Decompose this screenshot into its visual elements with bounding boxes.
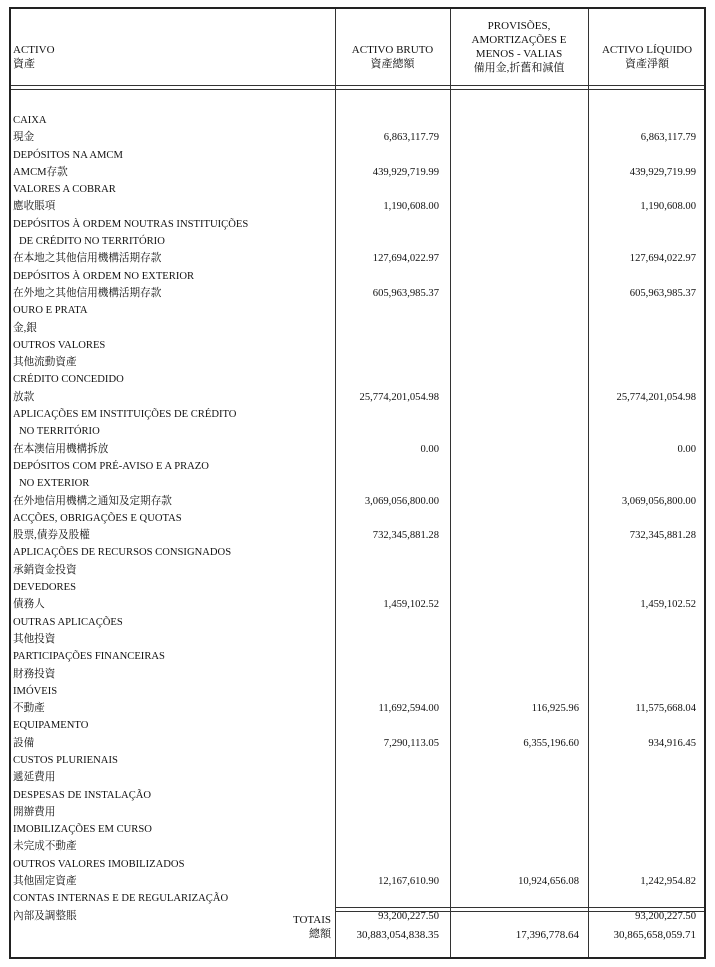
table-row	[11, 371, 704, 388]
row-activo-bruto: 0.00	[420, 443, 439, 455]
totals-label-zh: 總額	[309, 928, 331, 940]
table-row	[11, 908, 704, 925]
table-row	[11, 527, 704, 544]
row-label: EQUIPAMENTO	[13, 720, 89, 732]
table-row	[11, 579, 704, 596]
row-label: VALORES A COBRAR	[13, 184, 116, 196]
table-row	[11, 441, 704, 458]
table-row	[11, 198, 704, 215]
row-label: 遞延費用	[13, 772, 56, 784]
table-row	[11, 562, 704, 579]
totals-bruto: 30,883,054,838.35	[356, 929, 439, 941]
row-label: DEPÓSITOS COM PRÉ-AVISO E A PRAZO	[13, 460, 209, 472]
header-bruto	[335, 9, 450, 85]
row-label: DEPÓSITOS À ORDEM NOUTRAS INSTITUIÇÕES	[13, 218, 249, 230]
row-label: 債務人	[13, 599, 45, 611]
table-row	[11, 735, 704, 752]
table-row	[11, 320, 704, 337]
row-activo-bruto: 1,459,102.52	[383, 599, 439, 611]
row-label: 其他流動資產	[13, 357, 77, 369]
row-activo-liquido: 3,069,056,800.00	[621, 495, 696, 507]
table-row	[11, 700, 704, 717]
row-label: NO EXTERIOR	[19, 478, 90, 490]
table-row	[11, 389, 704, 406]
table-row	[11, 423, 704, 440]
row-activo-bruto: 25,774,201,054.98	[359, 391, 439, 403]
row-label: DE CRÉDITO NO TERRITÓRIO	[19, 236, 165, 248]
row-activo-liquido: 1,242,954.82	[640, 876, 696, 888]
row-label: 放款	[13, 391, 35, 403]
table-row	[11, 112, 704, 129]
row-activo-liquido: 11,575,668.04	[635, 703, 696, 715]
row-activo-bruto: 93,200,227.50	[378, 910, 439, 922]
table-row	[11, 510, 704, 527]
header-liquido	[588, 9, 706, 85]
row-label: ACÇÕES, OBRIGAÇÕES E QUOTAS	[13, 512, 182, 524]
table-row	[11, 838, 704, 855]
row-label: 應收賬項	[13, 201, 56, 213]
table-row	[11, 147, 704, 164]
table-row	[11, 354, 704, 371]
table-row	[11, 216, 704, 233]
row-activo-bruto: 439,929,719.99	[372, 166, 439, 178]
row-label: OUTRAS APLICAÇÕES	[13, 616, 123, 628]
row-activo-bruto: 11,692,594.00	[378, 703, 439, 715]
table-row	[11, 596, 704, 613]
row-provisoes: 116,925.96	[531, 703, 579, 715]
row-label: CRÉDITO CONCEDIDO	[13, 374, 124, 386]
row-label: 在外地之其他信用機構活期存款	[13, 287, 162, 299]
row-activo-bruto: 732,345,881.28	[372, 530, 439, 542]
row-label: AMCM存款	[13, 166, 68, 178]
row-label: 在本地之其他信用機構活期存款	[13, 253, 162, 265]
table-row	[11, 648, 704, 665]
header-liquido-zh: 資產淨額	[625, 58, 669, 70]
row-activo-liquido: 25,774,201,054.98	[616, 391, 696, 403]
table-row	[11, 181, 704, 198]
table-row	[11, 250, 704, 267]
row-label: DEVEDORES	[13, 582, 76, 594]
row-label: 不動產	[13, 703, 45, 715]
row-activo-liquido: 93,200,227.50	[635, 910, 696, 922]
table-row	[11, 302, 704, 319]
row-activo-liquido: 0.00	[677, 443, 696, 455]
table-body	[11, 112, 704, 925]
header-bruto-pt: ACTIVO BRUTO	[351, 44, 434, 56]
row-provisoes: 6,355,196.60	[523, 737, 579, 749]
table-row	[11, 614, 704, 631]
table-row	[11, 683, 704, 700]
header-activo-zh: 資產	[13, 58, 35, 70]
header-activo	[13, 43, 55, 71]
row-label: 開辦費用	[13, 806, 56, 818]
row-label: NO TERRITÓRIO	[19, 426, 100, 438]
row-label: 設備	[13, 737, 35, 749]
row-activo-liquido: 1,459,102.52	[640, 599, 696, 611]
row-label: 現金	[13, 132, 35, 144]
header-divider	[11, 85, 704, 90]
row-activo-liquido: 1,190,608.00	[640, 201, 696, 213]
row-label: 其他投資	[13, 633, 56, 645]
row-activo-bruto: 6,863,117.79	[383, 132, 439, 144]
table-row	[11, 752, 704, 769]
row-label: OUTROS VALORES IMOBILIZADOS	[13, 858, 185, 870]
table-row	[11, 475, 704, 492]
row-activo-liquido: 934,916.45	[648, 737, 696, 749]
table-row	[11, 890, 704, 907]
table-row	[11, 873, 704, 890]
header-provisoes	[450, 9, 588, 85]
row-label: PARTICIPAÇÕES FINANCEIRAS	[13, 651, 165, 663]
header-activo-pt: ACTIVO	[13, 44, 55, 56]
row-label: 財務投資	[13, 668, 56, 680]
row-label: APLICAÇÕES DE RECURSOS CONSIGNADOS	[13, 547, 232, 559]
row-label: DEPÓSITOS NA AMCM	[13, 149, 123, 161]
row-label: 股票,債券及股權	[13, 530, 90, 542]
header-liquido-pt: ACTIVO LÍQUIDO	[601, 44, 693, 56]
totals-liquido: 30,865,658,059.71	[613, 929, 696, 941]
row-activo-bruto: 127,694,022.97	[372, 253, 439, 265]
row-label: 其他固定資產	[13, 876, 77, 888]
table-row	[11, 666, 704, 683]
header-provisoes-line2: AMORTIZAÇÕES E	[471, 34, 567, 46]
row-label: CONTAS INTERNAS E DE REGULARIZAÇÃO	[13, 893, 229, 905]
row-label: 未完成不動產	[13, 841, 77, 853]
table-row	[11, 337, 704, 354]
table-row	[11, 821, 704, 838]
table-row	[11, 804, 704, 821]
row-label: OUTROS VALORES	[13, 339, 106, 351]
row-activo-bruto: 1,190,608.00	[383, 201, 439, 213]
table-row	[11, 769, 704, 786]
row-label: 承銷資金投資	[13, 564, 77, 576]
row-label: OURO E PRATA	[13, 305, 88, 317]
row-activo-bruto: 605,963,985.37	[372, 287, 439, 299]
row-activo-liquido: 6,863,117.79	[640, 132, 696, 144]
table-row	[11, 164, 704, 181]
row-activo-liquido: 732,345,881.28	[629, 530, 696, 542]
row-activo-bruto: 12,167,610.90	[378, 876, 439, 888]
totals-label-pt: TOTAIS	[292, 914, 331, 926]
table-row	[11, 458, 704, 475]
row-label: IMÓVEIS	[13, 685, 58, 697]
table-row	[11, 856, 704, 873]
row-activo-liquido: 127,694,022.97	[629, 253, 696, 265]
table-row	[11, 285, 704, 302]
table-row	[11, 787, 704, 804]
table-row	[11, 717, 704, 734]
row-label: 內部及調整賬	[13, 910, 77, 922]
row-label: 在外地信用機構之通知及定期存款	[13, 495, 172, 507]
row-label: IMOBILIZAÇÕES EM CURSO	[13, 824, 152, 836]
row-label: CUSTOS PLURIENAIS	[13, 754, 118, 766]
row-activo-liquido: 605,963,985.37	[629, 287, 696, 299]
totals-label	[241, 913, 331, 941]
table-row	[11, 544, 704, 561]
row-label: 在本澳信用機構拆放	[13, 443, 109, 455]
row-activo-bruto: 3,069,056,800.00	[364, 495, 439, 507]
row-label: DEPÓSITOS À ORDEM NO EXTERIOR	[13, 270, 195, 282]
table-row	[11, 631, 704, 648]
table-row	[11, 493, 704, 510]
header-bruto-zh: 資產總額	[370, 58, 415, 70]
row-label: 金,銀	[13, 322, 37, 334]
table-row	[11, 233, 704, 250]
balance-sheet-table	[9, 7, 706, 959]
header-provisoes-zh: 備用金,折舊和減值	[473, 62, 565, 74]
row-provisoes: 10,924,656.08	[518, 876, 579, 888]
header-provisoes-line1: PROVISÕES,	[487, 20, 551, 32]
row-activo-bruto: 7,290,113.05	[383, 737, 439, 749]
row-label: DESPESAS DE INSTALAÇÃO	[13, 789, 152, 801]
table-row	[11, 406, 704, 423]
table-row	[11, 129, 704, 146]
row-label: APLICAÇÕES EM INSTITUIÇÕES DE CRÉDITO	[13, 409, 237, 421]
totals-provisoes: 17,396,778.64	[515, 929, 579, 941]
table-row	[11, 268, 704, 285]
row-activo-liquido: 439,929,719.99	[629, 166, 696, 178]
row-label: CAIXA	[13, 115, 47, 126]
header-provisoes-line3: MENOS - VALIAS	[475, 48, 563, 60]
